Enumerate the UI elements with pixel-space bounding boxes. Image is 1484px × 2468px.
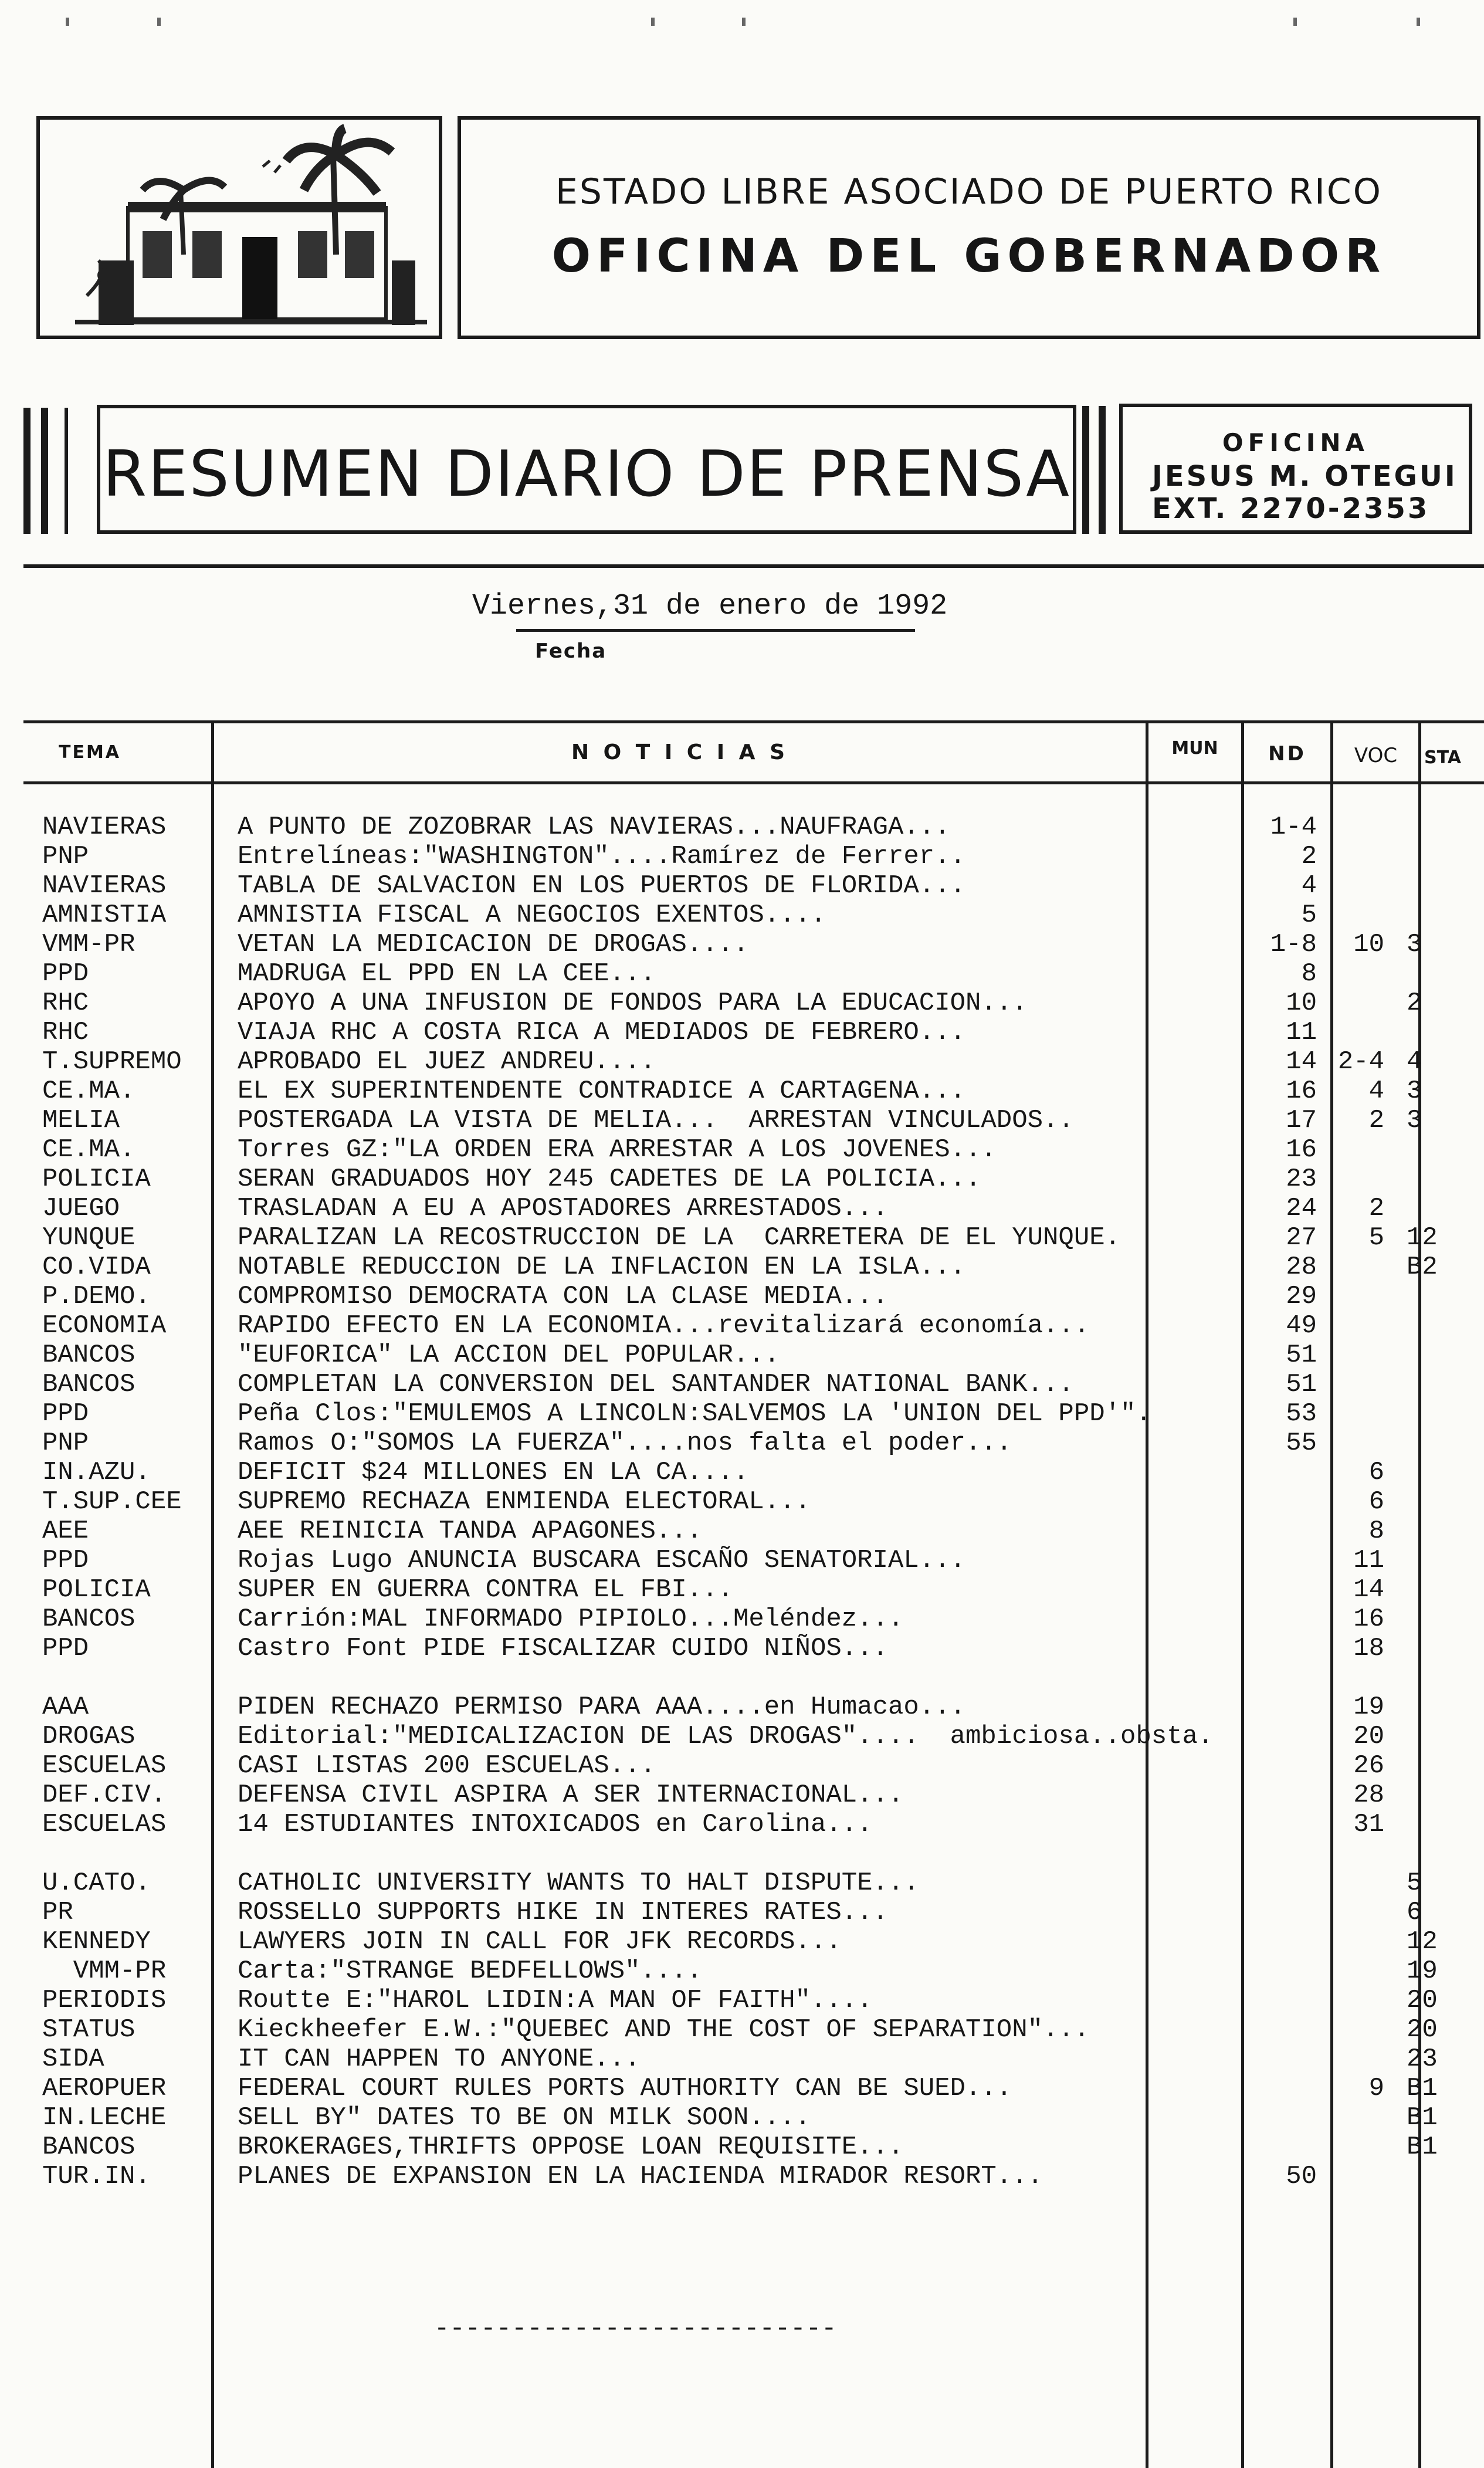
row-tema: IN.LECHE: [42, 2103, 167, 2132]
row-headline: IT CAN HAPPEN TO ANYONE...: [238, 2044, 641, 2074]
row-nd-page: 4: [1301, 871, 1317, 900]
header-line2: OFICINA DEL GOBERNADOR: [551, 230, 1387, 283]
row-headline: DEFICIT $24 MILLONES EN LA CA....: [238, 1458, 749, 1487]
row-headline: EL EX SUPERINTENDENTE CONTRADICE A CARTAGENA...: [238, 1076, 966, 1106]
row-headline: A PUNTO DE ZOZOBRAR LAS NAVIERAS...NAUFRAGA...: [238, 812, 950, 842]
row-headline: FEDERAL COURT RULES PORTS AUTHORITY CAN BE SUED...: [238, 2074, 1012, 2103]
row-nd-page: 49: [1286, 1311, 1317, 1340]
row-sta-page: 23: [1407, 2044, 1438, 2074]
row-headline: CATHOLIC UNIVERSITY WANTS TO HALT DISPUTE...: [238, 1868, 919, 1898]
row-headline: Castro Font PIDE FISCALIZAR CUIDO NIÑOS...: [238, 1634, 888, 1663]
office-box: [1119, 404, 1472, 534]
row-tema: CE.MA.: [42, 1076, 135, 1106]
row-nd-page: 50: [1286, 2162, 1317, 2191]
row-tema: TUR.IN.: [42, 2162, 151, 2191]
row-headline: SUPER EN GUERRA CONTRA EL FBI...: [238, 1575, 733, 1604]
col-header-noticias: N O T I C I A S: [571, 740, 789, 764]
table-top-border: [23, 720, 1484, 723]
row-nd-page: 1-4: [1270, 812, 1317, 842]
row-headline: 14 ESTUDIANTES INTOXICADOS en Carolina...: [238, 1810, 873, 1839]
row-tema: PPD: [42, 959, 89, 988]
row-nd-page: 5: [1301, 900, 1317, 930]
row-tema: PNP: [42, 1428, 89, 1458]
row-tema: VMM-PR: [42, 1956, 167, 1986]
row-nd-page: 14: [1286, 1047, 1317, 1076]
row-nd-page: 17: [1286, 1106, 1317, 1135]
row-headline: "EUFORICA" LA ACCION DEL POPULAR...: [238, 1340, 780, 1370]
row-sta-page: 4: [1407, 1047, 1422, 1076]
row-tema: KENNEDY: [42, 1927, 151, 1956]
row-tema: AAA: [42, 1692, 89, 1722]
row-voc-page: 5: [1368, 1223, 1384, 1252]
row-tema: VMM-PR: [42, 930, 135, 959]
row-headline: ROSSELLO SUPPORTS HIKE IN INTERES RATES...: [238, 1898, 888, 1927]
col-header-mun: MUN: [1171, 738, 1218, 759]
row-tema: JUEGO: [42, 1194, 120, 1223]
row-sta-page: B1: [1407, 2132, 1438, 2162]
row-voc-page: 2: [1368, 1194, 1384, 1223]
row-headline: COMPROMISO DEMOCRATA CON LA CLASE MEDIA...: [238, 1282, 888, 1311]
row-voc-page: 6: [1368, 1458, 1384, 1487]
date-label: Fecha: [535, 639, 607, 663]
row-tema: BANCOS: [42, 1370, 135, 1399]
punch-marks: [0, 12, 1484, 29]
row-voc-page: 4: [1368, 1076, 1384, 1106]
row-tema: U.CATO.: [42, 1868, 151, 1898]
row-headline: Torres GZ:"LA ORDEN ERA ARRESTAR A LOS JOVENES...: [238, 1135, 997, 1164]
row-headline: PARALIZAN LA RECOSTRUCCION DE LA CARRETERA DE EL YUNQUE.: [238, 1223, 1121, 1252]
banner-title-box: [97, 405, 1076, 534]
header-box: [458, 116, 1480, 339]
row-voc-page: 2-4: [1337, 1047, 1384, 1076]
office-line1: OFICINA: [1222, 428, 1370, 457]
row-tema: RHC: [42, 988, 89, 1018]
row-nd-page: 1-8: [1270, 930, 1317, 959]
row-voc-page: 8: [1368, 1516, 1384, 1546]
row-tema: STATUS: [42, 2015, 135, 2044]
col-divider-tema: [211, 720, 214, 2468]
row-sta-page: 20: [1407, 2015, 1438, 2044]
row-voc-page: 18: [1353, 1634, 1384, 1663]
row-headline: TRASLADAN A EU A APOSTADORES ARRESTADOS...: [238, 1194, 888, 1223]
row-sta-page: 3: [1407, 930, 1422, 959]
row-headline: APOYO A UNA INFUSION DE FONDOS PARA LA EDUCACION...: [238, 988, 1028, 1018]
row-voc-page: 20: [1353, 1722, 1384, 1751]
row-headline: RAPIDO EFECTO EN LA ECONOMIA...revitalizará economía...: [238, 1311, 1090, 1340]
row-nd-page: 29: [1286, 1282, 1317, 1311]
row-tema: AMNISTIA: [42, 900, 167, 930]
row-voc-page: 10: [1353, 930, 1384, 959]
row-sta-page: 3: [1407, 1106, 1422, 1135]
row-voc-page: 14: [1353, 1575, 1384, 1604]
row-sta-page: B1: [1407, 2103, 1438, 2132]
row-tema: PPD: [42, 1399, 89, 1428]
row-headline: SELL BY" DATES TO BE ON MILK SOON....: [238, 2103, 811, 2132]
date-value: Viernes,31 de enero de 1992: [472, 590, 948, 623]
date-underline: [516, 629, 915, 632]
col-header-nd: ND: [1268, 742, 1306, 766]
row-headline: TABLA DE SALVACION EN LOS PUERTOS DE FLORIDA...: [238, 871, 966, 900]
banner-title: RESUMEN DIARIO DE PRENSA: [103, 438, 1070, 511]
row-sta-page: 2: [1407, 988, 1422, 1018]
row-voc-page: 16: [1353, 1604, 1384, 1634]
row-tema: CE.MA.: [42, 1135, 135, 1164]
row-headline: BROKERAGES,THRIFTS OPPOSE LOAN REQUISITE...: [238, 2132, 904, 2162]
row-voc-page: 9: [1368, 2074, 1384, 2103]
row-nd-page: 27: [1286, 1223, 1317, 1252]
office-line3: EXT. 2270-2353: [1152, 492, 1430, 525]
row-tema: ECONOMIA: [42, 1311, 167, 1340]
row-tema: AEE: [42, 1516, 89, 1546]
row-headline: AEE REINICIA TANDA APAGONES...: [238, 1516, 703, 1546]
col-header-tema: TEMA: [59, 742, 121, 763]
row-voc-page: 2: [1368, 1106, 1384, 1135]
row-nd-page: 8: [1301, 959, 1317, 988]
row-headline: CASI LISTAS 200 ESCUELAS...: [238, 1751, 656, 1780]
row-nd-page: 51: [1286, 1370, 1317, 1399]
row-tema: T.SUP.CEE: [42, 1487, 182, 1516]
row-tema: BANCOS: [42, 2132, 135, 2162]
row-nd-page: 55: [1286, 1428, 1317, 1458]
row-headline: Rojas Lugo ANUNCIA BUSCARA ESCAÑO SENATORIAL...: [238, 1546, 966, 1575]
row-tema: RHC: [42, 1018, 89, 1047]
row-headline: Routte E:"HAROL LIDIN:A MAN OF FAITH"....: [238, 1986, 873, 2015]
row-tema: PPD: [42, 1634, 89, 1663]
row-tema: NAVIERAS: [42, 812, 167, 842]
row-nd-page: 10: [1286, 988, 1317, 1018]
row-headline: Editorial:"MEDICALIZACION DE LAS DROGAS".... ambiciosa..obsta.: [238, 1722, 1214, 1751]
row-headline: SERAN GRADUADOS HOY 245 CADETES DE LA POLICIA...: [238, 1164, 981, 1194]
row-headline: Carrión:MAL INFORMADO PIPIOLO...Meléndez...: [238, 1604, 904, 1634]
row-tema: BANCOS: [42, 1604, 135, 1634]
row-tema: CO.VIDA: [42, 1252, 151, 1282]
banner-mid-bars: [1082, 406, 1117, 534]
logo-box: [36, 116, 442, 339]
col-header-sta: STA: [1424, 747, 1461, 768]
header-line1: ESTADO LIBRE ASOCIADO DE PUERTO RICO: [555, 171, 1383, 212]
row-sta-page: 12: [1407, 1927, 1438, 1956]
row-nd-page: 16: [1286, 1076, 1317, 1106]
row-nd-page: 11: [1286, 1018, 1317, 1047]
row-nd-page: 16: [1286, 1135, 1317, 1164]
row-voc-page: 6: [1368, 1487, 1384, 1516]
row-tema: PR: [42, 1898, 73, 1927]
row-headline: MADRUGA EL PPD EN LA CEE...: [238, 959, 656, 988]
row-nd-page: 23: [1286, 1164, 1317, 1194]
row-sta-page: B2: [1407, 1252, 1438, 1282]
row-tema: ESCUELAS: [42, 1810, 167, 1839]
table-header-border: [23, 781, 1484, 784]
office-line2: JESUS M. OTEGUI: [1152, 460, 1458, 493]
row-tema: MELIA: [42, 1106, 120, 1135]
row-headline: APROBADO EL JUEZ ANDREU....: [238, 1047, 656, 1076]
row-nd-page: 28: [1286, 1252, 1317, 1282]
fortaleza-building-icon: [40, 120, 439, 336]
row-sta-page: 12: [1407, 1223, 1438, 1252]
row-sta-page: 20: [1407, 1986, 1438, 2015]
row-tema: AEROPUER: [42, 2074, 167, 2103]
row-tema: NAVIERAS: [42, 871, 167, 900]
row-sta-page: 5: [1407, 1868, 1422, 1898]
footer-dashes: --------------------------: [434, 2314, 837, 2344]
row-headline: AMNISTIA FISCAL A NEGOCIOS EXENTOS....: [238, 900, 826, 930]
row-tema: PNP: [42, 842, 89, 871]
row-tema: YUNQUE: [42, 1223, 135, 1252]
row-headline: Kieckheefer E.W.:"QUEBEC AND THE COST OF SEPARATION"...: [238, 2015, 1090, 2044]
row-headline: VIAJA RHC A COSTA RICA A MEDIADOS DE FEBRERO...: [238, 1018, 966, 1047]
row-headline: Carta:"STRANGE BEDFELLOWS"....: [238, 1956, 703, 1986]
row-tema: POLICIA: [42, 1575, 151, 1604]
row-tema: POLICIA: [42, 1164, 151, 1194]
row-voc-page: 26: [1353, 1751, 1384, 1780]
row-tema: DROGAS: [42, 1722, 135, 1751]
row-tema: IN.AZU.: [42, 1458, 151, 1487]
row-nd-page: 2: [1301, 842, 1317, 871]
row-headline: SUPREMO RECHAZA ENMIENDA ELECTORAL...: [238, 1487, 811, 1516]
row-tema: PERIODIS: [42, 1986, 167, 2015]
row-tema: T.SUPREMO: [42, 1047, 182, 1076]
row-sta-page: 3: [1407, 1076, 1422, 1106]
row-headline: PIDEN RECHAZO PERMISO PARA AAA....en Humacao...: [238, 1692, 966, 1722]
row-voc-page: 31: [1353, 1810, 1384, 1839]
row-voc-page: 11: [1353, 1546, 1384, 1575]
row-voc-page: 19: [1353, 1692, 1384, 1722]
row-headline: LAWYERS JOIN IN CALL FOR JFK RECORDS...: [238, 1927, 842, 1956]
row-tema: BANCOS: [42, 1340, 135, 1370]
banner-left-bars: [23, 408, 82, 534]
row-tema: SIDA: [42, 2044, 104, 2074]
row-tema: PPD: [42, 1546, 89, 1575]
row-headline: Ramos O:"SOMOS LA FUERZA"....nos falta el poder...: [238, 1428, 1012, 1458]
row-headline: Entrelíneas:"WASHINGTON"....Ramírez de Ferrer..: [238, 842, 966, 871]
row-tema: ESCUELAS: [42, 1751, 167, 1780]
col-divider-noticias: [1146, 720, 1148, 2468]
row-nd-page: 53: [1286, 1399, 1317, 1428]
row-headline: NOTABLE REDUCCION DE LA INFLACION EN LA ISLA...: [238, 1252, 966, 1282]
col-header-voc: VOC: [1354, 744, 1398, 767]
row-nd-page: 51: [1286, 1340, 1317, 1370]
row-sta-page: 19: [1407, 1956, 1438, 1986]
row-headline: PLANES DE EXPANSION EN LA HACIENDA MIRADOR RESORT...: [238, 2162, 1043, 2191]
row-nd-page: 24: [1286, 1194, 1317, 1223]
row-sta-page: 6: [1407, 1898, 1422, 1927]
row-headline: VETAN LA MEDICACION DE DROGAS....: [238, 930, 749, 959]
row-voc-page: 28: [1353, 1780, 1384, 1810]
row-headline: COMPLETAN LA CONVERSION DEL SANTANDER NATIONAL BANK...: [238, 1370, 1074, 1399]
row-headline: POSTERGADA LA VISTA DE MELIA... ARRESTAN VINCULADOS..: [238, 1106, 1074, 1135]
row-tema: DEF.CIV.: [42, 1780, 167, 1810]
row-tema: P.DEMO.: [42, 1282, 151, 1311]
row-headline: Peña Clos:"EMULEMOS A LINCOLN:SALVEMOS LA 'UNION DEL PPD'".: [238, 1399, 1151, 1428]
row-sta-page: B1: [1407, 2074, 1438, 2103]
row-headline: DEFENSA CIVIL ASPIRA A SER INTERNACIONAL...: [238, 1780, 904, 1810]
header-divider: [23, 564, 1484, 568]
col-divider-voc: [1418, 720, 1421, 2468]
